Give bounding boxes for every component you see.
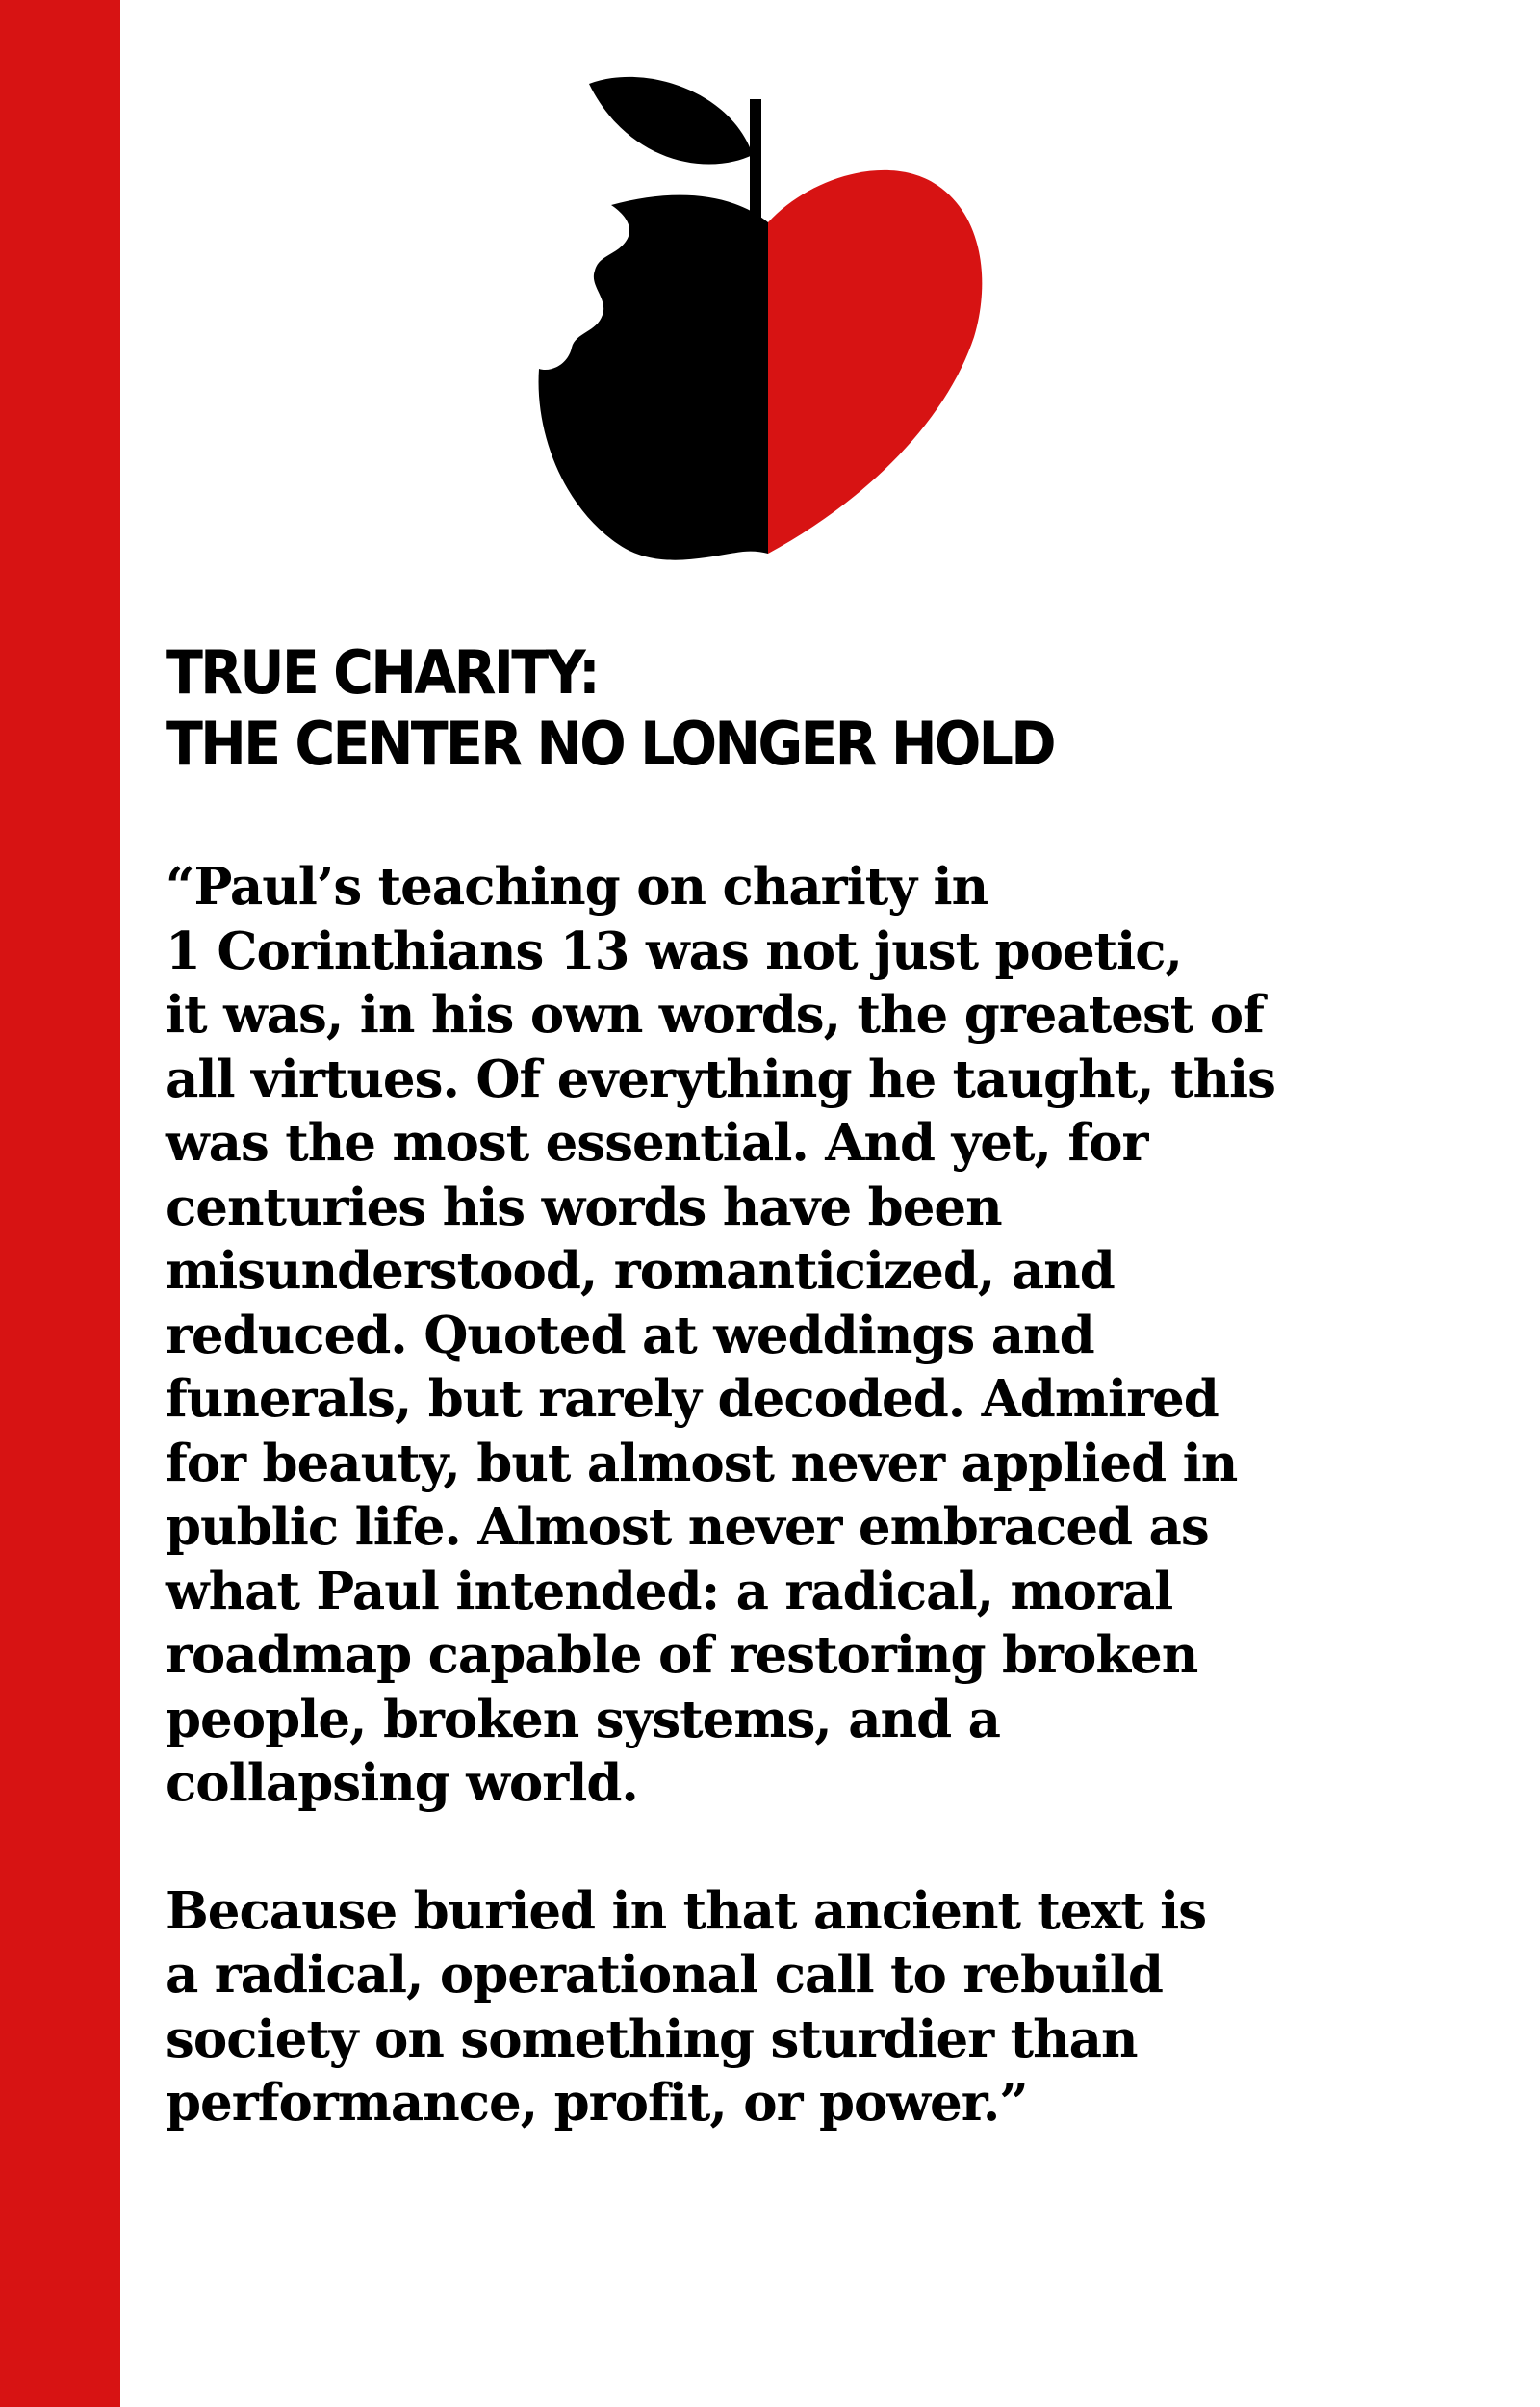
quote-line: it was, in his own words, the greatest of: [166, 985, 1264, 1045]
quote-line: performance, profit, or power.”: [166, 2073, 1028, 2133]
stem-shape: [750, 99, 761, 222]
heart-half-shape: [768, 170, 982, 554]
quote-line: reduced. Quoted at weddings and: [166, 1305, 1094, 1365]
quote-line: was the most essential. And yet, for: [166, 1113, 1148, 1173]
quote-paragraph-2: [166, 1879, 1340, 2135]
quote-line: society on something sturdier than: [166, 2008, 1138, 2069]
headline-line-2: THE CENTER NO LONGER HOLD: [166, 709, 1054, 779]
quote-line: a radical, operational call to rebuild: [166, 1945, 1163, 2005]
quote-paragraph-1: [166, 855, 1340, 1816]
quote-line: all virtues. Of everything he taught, this: [166, 1048, 1275, 1109]
quote-line: “Paul’s teaching on charity in: [166, 857, 988, 917]
quote-line: misunderstood, romanticized, and: [166, 1241, 1115, 1301]
quote-line: for beauty, but almost never applied in: [166, 1433, 1238, 1493]
headline: [166, 637, 1054, 780]
quote-line: 1 Corinthians 13 was not just poetic,: [166, 920, 1182, 981]
bitten-apple-half-shape: [539, 195, 768, 560]
quote-body: [166, 855, 1340, 2135]
quote-line: public life. Almost never embraced as: [166, 1497, 1209, 1557]
headline-line-1: TRUE CHARITY:: [166, 637, 599, 708]
quote-line: roadmap capable of restoring broken: [166, 1625, 1198, 1685]
quote-line: Because buried in that ancient text is: [166, 1880, 1207, 1941]
quote-line: people, broken systems, and a: [166, 1689, 1000, 1749]
apple-heart-logo: [529, 63, 1001, 568]
apple-heart-icon: [529, 63, 1001, 568]
quote-line: collapsing world.: [166, 1753, 638, 1813]
quote-line: funerals, but rarely decoded. Admired: [166, 1369, 1219, 1429]
quote-line: what Paul intended: a radical, moral: [166, 1561, 1173, 1621]
red-side-bar: [0, 0, 120, 2407]
leaf-shape: [589, 77, 753, 165]
quote-line: centuries his words have been: [166, 1177, 1002, 1237]
